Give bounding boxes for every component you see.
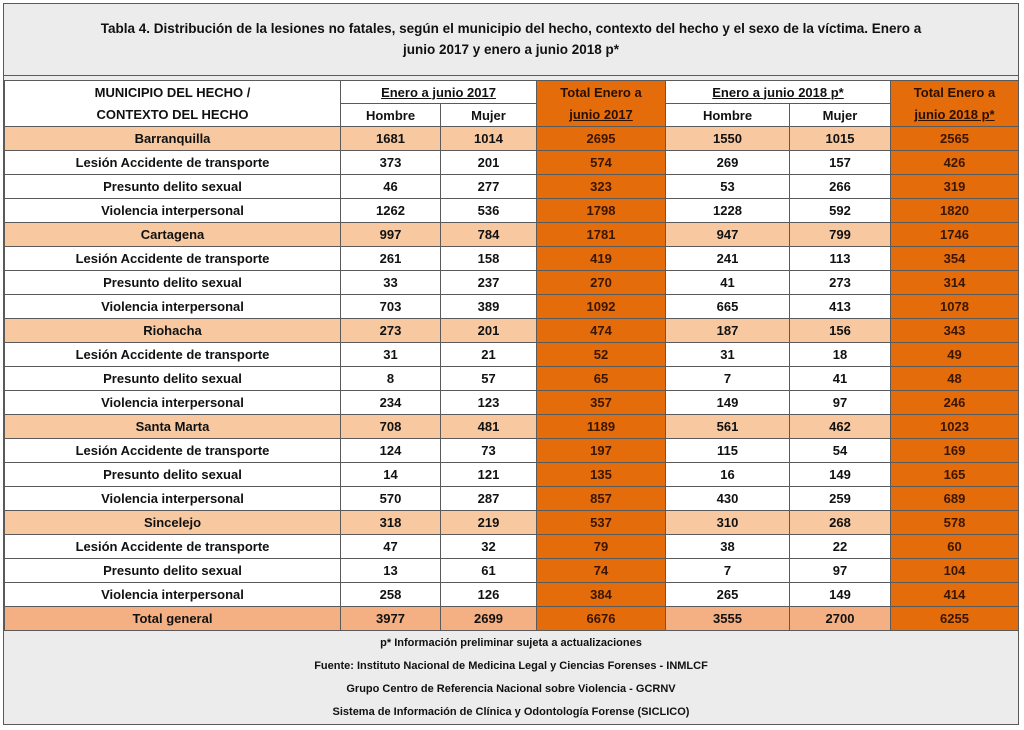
cell-row-label: Presunto delito sexual bbox=[5, 367, 341, 391]
cell-mujer-2018: 799 bbox=[790, 223, 891, 247]
table-row bbox=[5, 151, 1019, 175]
table-row bbox=[5, 391, 1019, 415]
total-2017-label: junio 2017 bbox=[569, 107, 633, 123]
cell-total-2018: 414 bbox=[891, 583, 1019, 607]
cell-total-2018: 246 bbox=[891, 391, 1019, 415]
cell-hombre-2017: 258 bbox=[341, 583, 441, 607]
cell-total-2017: 197 bbox=[537, 439, 666, 463]
cell-row-label: Violencia interpersonal bbox=[5, 583, 341, 607]
cell-total-2018: 2565 bbox=[891, 127, 1019, 151]
cell-hombre-2017: 373 bbox=[341, 151, 441, 175]
cell-total-2017: 357 bbox=[537, 391, 666, 415]
cell-row-label: Lesión Accidente de transporte bbox=[5, 343, 341, 367]
cell-mujer-2017: 57 bbox=[441, 367, 537, 391]
cell-mujer-2018: 273 bbox=[790, 271, 891, 295]
cell-mujer-2017: 784 bbox=[441, 223, 537, 247]
col-header-mujer-2018: Mujer bbox=[790, 104, 891, 127]
cell-hombre-2018: 241 bbox=[666, 247, 790, 271]
cell-mujer-2018: 22 bbox=[790, 535, 891, 559]
col-header-total-2018-a: Total Enero a bbox=[891, 81, 1019, 104]
cell-hombre-2018: 31 bbox=[666, 343, 790, 367]
cell-row-label: Barranquilla bbox=[5, 127, 341, 151]
cell-hombre-2018: 187 bbox=[666, 319, 790, 343]
cell-total-2017: 574 bbox=[537, 151, 666, 175]
cell-total-2018: 314 bbox=[891, 271, 1019, 295]
footer-group: Grupo Centro de Referencia Nacional sobre Violencia - GCRNV bbox=[346, 683, 676, 695]
cell-total-2018: 6255 bbox=[891, 607, 1019, 631]
footer-source: Fuente: Instituto Nacional de Medicina Legal y Ciencias Forenses - INMLCF bbox=[314, 660, 708, 672]
cell-mujer-2018: 259 bbox=[790, 487, 891, 511]
cell-hombre-2018: 38 bbox=[666, 535, 790, 559]
cell-total-2018: 49 bbox=[891, 343, 1019, 367]
table-row bbox=[5, 199, 1019, 223]
cell-total-2018: 104 bbox=[891, 559, 1019, 583]
cell-row-label: Lesión Accidente de transporte bbox=[5, 439, 341, 463]
table-footer bbox=[4, 632, 1018, 724]
period-2018-label: Enero a junio 2018 p* bbox=[712, 84, 844, 100]
cell-hombre-2017: 14 bbox=[341, 463, 441, 487]
cell-hombre-2018: 947 bbox=[666, 223, 790, 247]
cell-mujer-2018: 413 bbox=[790, 295, 891, 319]
table-row bbox=[5, 367, 1019, 391]
cell-mujer-2017: 61 bbox=[441, 559, 537, 583]
col-header-total-2017-a: Total Enero a bbox=[537, 81, 666, 104]
cell-total-2017: 323 bbox=[537, 175, 666, 199]
cell-mujer-2017: 277 bbox=[441, 175, 537, 199]
cell-total-2017: 2695 bbox=[537, 127, 666, 151]
cell-row-label: Lesión Accidente de transporte bbox=[5, 247, 341, 271]
cell-mujer-2017: 201 bbox=[441, 319, 537, 343]
cell-total-2017: 270 bbox=[537, 271, 666, 295]
document-sheet bbox=[3, 3, 1019, 725]
cell-total-2017: 135 bbox=[537, 463, 666, 487]
cell-total-2018: 48 bbox=[891, 367, 1019, 391]
header-row-1 bbox=[5, 81, 1019, 104]
cell-hombre-2018: 7 bbox=[666, 559, 790, 583]
cell-hombre-2017: 708 bbox=[341, 415, 441, 439]
cell-total-2017: 1798 bbox=[537, 199, 666, 223]
footer-system: Sistema de Información de Clínica y Odontología Forense (SICLICO) bbox=[332, 706, 690, 718]
cell-mujer-2017: 73 bbox=[441, 439, 537, 463]
cell-hombre-2017: 318 bbox=[341, 511, 441, 535]
cell-hombre-2018: 53 bbox=[666, 175, 790, 199]
cell-hombre-2018: 1550 bbox=[666, 127, 790, 151]
cell-hombre-2018: 665 bbox=[666, 295, 790, 319]
municipio-row bbox=[5, 127, 1019, 151]
cell-mujer-2018: 18 bbox=[790, 343, 891, 367]
cell-mujer-2017: 2699 bbox=[441, 607, 537, 631]
cell-total-2018: 343 bbox=[891, 319, 1019, 343]
cell-total-2018: 60 bbox=[891, 535, 1019, 559]
cell-total-2017: 1092 bbox=[537, 295, 666, 319]
cell-mujer-2018: 268 bbox=[790, 511, 891, 535]
cell-total-2018: 1023 bbox=[891, 415, 1019, 439]
col-header-mujer-2017: Mujer bbox=[441, 104, 537, 127]
cell-mujer-2018: 149 bbox=[790, 463, 891, 487]
municipio-row bbox=[5, 415, 1019, 439]
cell-row-label: Violencia interpersonal bbox=[5, 391, 341, 415]
table-row bbox=[5, 439, 1019, 463]
total-2018-label: junio 2018 p* bbox=[914, 107, 995, 123]
title-line-2: junio 2017 y enero a junio 2018 p* bbox=[402, 42, 620, 57]
cell-mujer-2017: 237 bbox=[441, 271, 537, 295]
cell-mujer-2018: 592 bbox=[790, 199, 891, 223]
cell-mujer-2018: 157 bbox=[790, 151, 891, 175]
cell-mujer-2018: 266 bbox=[790, 175, 891, 199]
cell-mujer-2018: 97 bbox=[790, 391, 891, 415]
cell-hombre-2018: 430 bbox=[666, 487, 790, 511]
municipio-row bbox=[5, 223, 1019, 247]
cell-hombre-2017: 47 bbox=[341, 535, 441, 559]
cell-mujer-2017: 219 bbox=[441, 511, 537, 535]
cell-row-label: Violencia interpersonal bbox=[5, 199, 341, 223]
cell-hombre-2017: 13 bbox=[341, 559, 441, 583]
col-header-total-2018-b bbox=[891, 104, 1019, 127]
cell-hombre-2018: 1228 bbox=[666, 199, 790, 223]
table-row bbox=[5, 271, 1019, 295]
cell-total-2017: 74 bbox=[537, 559, 666, 583]
cell-mujer-2017: 536 bbox=[441, 199, 537, 223]
table-row bbox=[5, 559, 1019, 583]
cell-mujer-2018: 1015 bbox=[790, 127, 891, 151]
cell-hombre-2018: 115 bbox=[666, 439, 790, 463]
cell-hombre-2017: 273 bbox=[341, 319, 441, 343]
cell-hombre-2017: 3977 bbox=[341, 607, 441, 631]
cell-hombre-2018: 41 bbox=[666, 271, 790, 295]
cell-row-label: Lesión Accidente de transporte bbox=[5, 151, 341, 175]
cell-mujer-2017: 201 bbox=[441, 151, 537, 175]
title-line-1: Tabla 4. Distribución de la lesiones no fatales, según el municipio del hecho, contexto del hecho y el sexo de la víctima. Enero a bbox=[100, 21, 922, 36]
cell-hombre-2017: 31 bbox=[341, 343, 441, 367]
cell-row-label: Sincelejo bbox=[5, 511, 341, 535]
cell-total-2017: 384 bbox=[537, 583, 666, 607]
cell-mujer-2018: 113 bbox=[790, 247, 891, 271]
cell-mujer-2018: 156 bbox=[790, 319, 891, 343]
cell-total-2017: 1781 bbox=[537, 223, 666, 247]
col-header-hombre-2018: Hombre bbox=[666, 104, 790, 127]
cell-mujer-2017: 389 bbox=[441, 295, 537, 319]
cell-mujer-2017: 123 bbox=[441, 391, 537, 415]
cell-hombre-2018: 561 bbox=[666, 415, 790, 439]
cell-total-2017: 1189 bbox=[537, 415, 666, 439]
cell-row-label: Lesión Accidente de transporte bbox=[5, 535, 341, 559]
cell-row-label: Presunto delito sexual bbox=[5, 559, 341, 583]
header-row-2 bbox=[5, 104, 1019, 127]
cell-total-2018: 1820 bbox=[891, 199, 1019, 223]
table-title bbox=[4, 4, 1018, 76]
cell-total-2017: 79 bbox=[537, 535, 666, 559]
table-row bbox=[5, 343, 1019, 367]
cell-mujer-2017: 126 bbox=[441, 583, 537, 607]
cell-mujer-2018: 462 bbox=[790, 415, 891, 439]
cell-total-2018: 319 bbox=[891, 175, 1019, 199]
cell-total-2017: 65 bbox=[537, 367, 666, 391]
cell-total-2017: 537 bbox=[537, 511, 666, 535]
cell-mujer-2018: 149 bbox=[790, 583, 891, 607]
cell-total-2017: 857 bbox=[537, 487, 666, 511]
cell-total-2018: 165 bbox=[891, 463, 1019, 487]
footer-note: p* Información preliminar sujeta a actualizaciones bbox=[380, 637, 642, 649]
cell-row-label: Presunto delito sexual bbox=[5, 175, 341, 199]
cell-hombre-2018: 16 bbox=[666, 463, 790, 487]
cell-total-2018: 1078 bbox=[891, 295, 1019, 319]
cell-total-2018: 426 bbox=[891, 151, 1019, 175]
cell-row-label: Cartagena bbox=[5, 223, 341, 247]
cell-hombre-2018: 269 bbox=[666, 151, 790, 175]
cell-hombre-2017: 46 bbox=[341, 175, 441, 199]
cell-hombre-2017: 261 bbox=[341, 247, 441, 271]
cell-mujer-2017: 481 bbox=[441, 415, 537, 439]
table-row bbox=[5, 583, 1019, 607]
cell-hombre-2018: 149 bbox=[666, 391, 790, 415]
cell-hombre-2017: 1262 bbox=[341, 199, 441, 223]
cell-total-2018: 169 bbox=[891, 439, 1019, 463]
cell-total-2018: 689 bbox=[891, 487, 1019, 511]
cell-row-label: Riohacha bbox=[5, 319, 341, 343]
cell-hombre-2017: 997 bbox=[341, 223, 441, 247]
cell-total-2017: 419 bbox=[537, 247, 666, 271]
cell-hombre-2017: 234 bbox=[341, 391, 441, 415]
col-header-period-2017 bbox=[341, 81, 537, 104]
cell-total-2017: 52 bbox=[537, 343, 666, 367]
table-row bbox=[5, 535, 1019, 559]
municipio-row bbox=[5, 511, 1019, 535]
cell-row-label: Violencia interpersonal bbox=[5, 295, 341, 319]
cell-hombre-2017: 8 bbox=[341, 367, 441, 391]
cell-mujer-2017: 158 bbox=[441, 247, 537, 271]
cell-hombre-2017: 124 bbox=[341, 439, 441, 463]
cell-total-2017: 6676 bbox=[537, 607, 666, 631]
cell-hombre-2018: 265 bbox=[666, 583, 790, 607]
cell-hombre-2018: 3555 bbox=[666, 607, 790, 631]
cell-hombre-2017: 570 bbox=[341, 487, 441, 511]
cell-total-2018: 354 bbox=[891, 247, 1019, 271]
total-row bbox=[5, 607, 1019, 631]
cell-total-2018: 1746 bbox=[891, 223, 1019, 247]
cell-hombre-2018: 310 bbox=[666, 511, 790, 535]
col-header-period-2018 bbox=[666, 81, 891, 104]
cell-row-label: Violencia interpersonal bbox=[5, 487, 341, 511]
cell-mujer-2017: 1014 bbox=[441, 127, 537, 151]
col-header-contexto: CONTEXTO DEL HECHO bbox=[5, 104, 341, 127]
cell-row-label: Santa Marta bbox=[5, 415, 341, 439]
cell-mujer-2018: 2700 bbox=[790, 607, 891, 631]
table-row bbox=[5, 175, 1019, 199]
table-row bbox=[5, 295, 1019, 319]
cell-mujer-2018: 41 bbox=[790, 367, 891, 391]
cell-mujer-2017: 32 bbox=[441, 535, 537, 559]
col-header-municipio: MUNICIPIO DEL HECHO / bbox=[5, 81, 341, 104]
col-header-total-2017-b bbox=[537, 104, 666, 127]
table-row bbox=[5, 247, 1019, 271]
table-row bbox=[5, 463, 1019, 487]
cell-mujer-2017: 121 bbox=[441, 463, 537, 487]
cell-hombre-2018: 7 bbox=[666, 367, 790, 391]
col-header-hombre-2017: Hombre bbox=[341, 104, 441, 127]
cell-row-label: Presunto delito sexual bbox=[5, 271, 341, 295]
cell-mujer-2017: 287 bbox=[441, 487, 537, 511]
cell-hombre-2017: 1681 bbox=[341, 127, 441, 151]
cell-mujer-2017: 21 bbox=[441, 343, 537, 367]
cell-total-2018: 578 bbox=[891, 511, 1019, 535]
cell-total-2017: 474 bbox=[537, 319, 666, 343]
cell-mujer-2018: 97 bbox=[790, 559, 891, 583]
cell-hombre-2017: 703 bbox=[341, 295, 441, 319]
cell-row-label: Presunto delito sexual bbox=[5, 463, 341, 487]
table-row bbox=[5, 487, 1019, 511]
injuries-table bbox=[4, 80, 1019, 631]
cell-hombre-2017: 33 bbox=[341, 271, 441, 295]
cell-mujer-2018: 54 bbox=[790, 439, 891, 463]
municipio-row bbox=[5, 319, 1019, 343]
cell-row-label: Total general bbox=[5, 607, 341, 631]
period-2017-label: Enero a junio 2017 bbox=[381, 84, 496, 100]
